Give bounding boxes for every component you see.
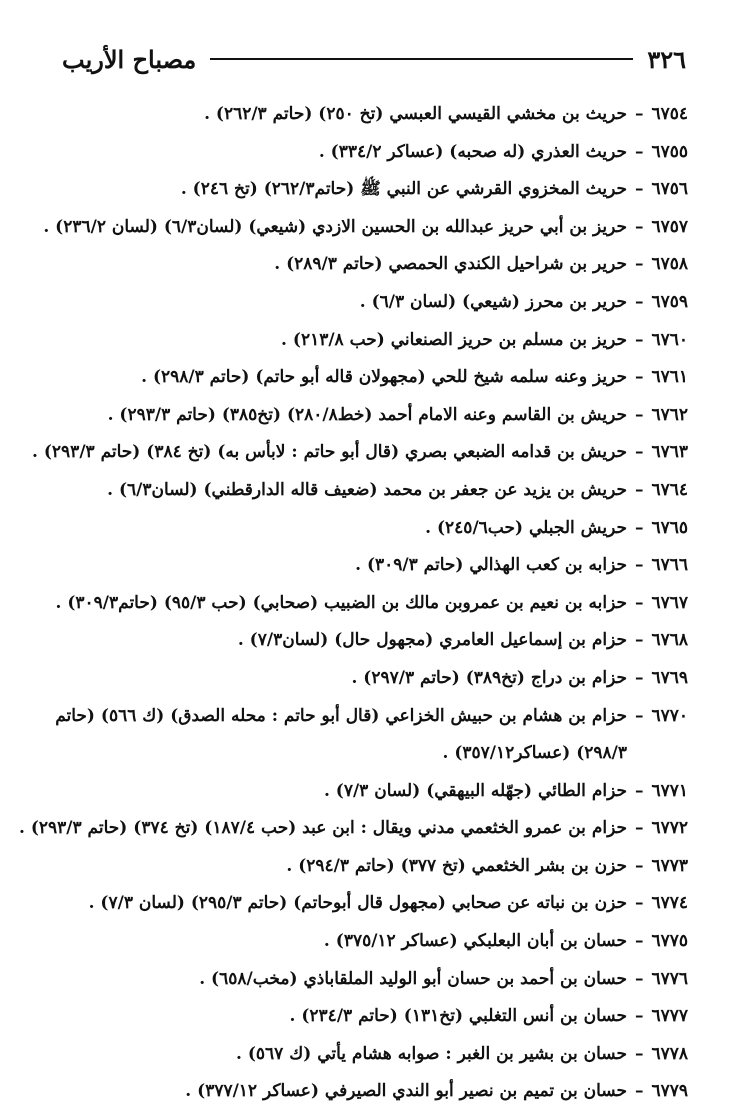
entry-text: حسان بن أحمد بن حسان أبو الوليد الملقاباذي (مخب/٦٥٨) . — [199, 968, 627, 989]
entry-dash: – — [634, 855, 644, 876]
entry-dash: – — [634, 1006, 644, 1027]
entry-row — [44, 397, 688, 435]
entry-row — [44, 547, 688, 585]
entry-number: ٦٧٦٨ — [651, 630, 688, 651]
entry-text: حرير بن محرز (شيعي) (لسان ٦/٣) . — [359, 291, 627, 312]
entry-dash: – — [634, 179, 644, 200]
entry-text: حسان بن تميم بن نصير أبو الندي الصيرفي (عساكر ٣٧٧/١٢) . — [185, 1081, 627, 1102]
entry-number: ٦٧٧٦ — [651, 968, 688, 989]
entry-number: ٦٧٧٩ — [651, 1081, 688, 1102]
entry-row — [44, 322, 688, 360]
entry-number: ٦٧٥٥ — [651, 141, 688, 162]
entry-row — [44, 134, 688, 172]
entry-text: حسان بن أنس التغلبي (تخ١٣١) (حاتم ٢٣٤/٣) . — [289, 1006, 627, 1027]
entry-dash: – — [634, 893, 644, 914]
entry-row — [44, 585, 688, 623]
entry-number: ٦٧٧١ — [651, 780, 688, 801]
entry-number: ٦٧٦٥ — [651, 517, 688, 538]
entry-number: ٦٧٦١ — [651, 367, 688, 388]
entry-row — [44, 171, 688, 209]
entry-text: حريش بن القاسم وعنه الامام أحمد (خط٢٨٠/٨) (تخ٣٨٥) (حاتم ٢٩٣/٣) . — [107, 404, 627, 425]
entry-row — [44, 622, 688, 660]
entry-number: ٦٧٦٦ — [651, 555, 688, 576]
entry-number: ٦٧٧٧ — [651, 1006, 688, 1027]
entry-dash: – — [634, 367, 644, 388]
entry-text: حزام بن هشام بن حبيش الخزاعي (قال أبو حاتم : محله الصدق) (ك ٥٦٦) (حاتم ٢٩٨/٣) (عساكر٣٥٧/١٢) . — [55, 705, 627, 764]
entry-row — [32, 434, 688, 472]
entry-text: حزام الطائي (جهّله البيهقي) (لسان ٧/٣) . — [323, 780, 627, 801]
entry-row — [44, 1036, 688, 1074]
entry-row — [44, 773, 688, 811]
entry-text: حرير بن شراحيل الكندي الحمصي (حاتم ٢٨٩/٣) . — [274, 254, 627, 275]
entry-row — [44, 96, 688, 134]
entry-row — [44, 1073, 688, 1111]
entry-dash: – — [634, 254, 644, 275]
entry-number: ٦٧٦٤ — [651, 479, 688, 500]
entry-list — [19, 96, 688, 1111]
entry-row — [44, 472, 688, 510]
entry-dash: – — [634, 517, 644, 538]
entry-number: ٦٧٧٨ — [651, 1043, 688, 1064]
entry-number: ٦٧٦٧ — [651, 592, 688, 613]
entry-number: ٦٧٥٦ — [651, 179, 688, 200]
entry-dash: – — [634, 667, 644, 688]
entry-row — [44, 359, 688, 397]
entry-dash: – — [634, 1043, 644, 1064]
entry-row — [44, 660, 688, 698]
entry-dash: – — [634, 630, 644, 651]
entry-row — [19, 810, 688, 848]
entry-number: ٦٧٥٨ — [651, 254, 688, 275]
entry-row — [44, 885, 688, 923]
entry-row — [44, 209, 688, 247]
entry-text: حسان بن بشير بن الغبر : صوابه هشام يأتي (ك ٥٦٧) . — [236, 1043, 627, 1064]
entry-number: ٦٧٧٣ — [651, 855, 688, 876]
entry-number: ٦٧٦٢ — [651, 404, 688, 425]
entry-text: حسان بن أبان البعلبكي (عساكر ٣٧٥/١٢) . — [323, 931, 627, 952]
entry-dash: – — [634, 931, 644, 952]
entry-text: حريش الجبلي (حب٢٤٥/٦) . — [425, 517, 627, 538]
entry-number: ٦٧٥٤ — [651, 104, 688, 124]
entry-row — [44, 246, 688, 284]
page-number: ٣٢٦ — [647, 44, 686, 74]
entry-row — [44, 998, 688, 1036]
entry-text: حزام بن دراج (تخ٣٨٩) (حاتم ٢٩٧/٣) . — [351, 667, 627, 688]
entry-text: حريث المخزوي القرشي عن النبي ﷺ (حاتم٢٦٢/٣) (تخ ٢٤٦) . — [180, 179, 627, 200]
entry-text: حريز بن مسلم بن حريز الصنعاني (حب ٢١٣/٨) . — [281, 329, 627, 350]
entry-row — [44, 848, 688, 886]
entry-number: ٦٧٧٤ — [651, 893, 688, 914]
entry-dash: – — [634, 291, 644, 312]
entry-number: ٦٧٧٠ — [651, 705, 688, 726]
book-title: مصباح الأريب — [62, 44, 197, 74]
entry-text: حريث العذري (له صحبه) (عساكر ٣٣٤/٢) . — [318, 141, 627, 162]
header-rule — [210, 58, 633, 60]
entry-dash: – — [634, 818, 644, 839]
entry-dash: – — [634, 592, 644, 613]
running-header — [62, 42, 686, 76]
entry-text: حزام بن عمرو الخثعمي مدني ويقال : ابن عبد (حب ١٨٧/٤) (تخ ٣٧٤) (حاتم ٢٩٣/٣) . — [19, 818, 627, 839]
entry-text: حريز وعنه سلمه شيخ للحي (مجهولان قاله أبو حاتم) (حاتم ٢٩٨/٣) . — [141, 367, 627, 388]
entry-number: ٦٧٦٣ — [651, 442, 688, 463]
entry-number: ٦٧٧٢ — [651, 818, 688, 839]
entry-text: حزام بن إسماعيل العامري (مجهول حال) (لسان٧/٣) . — [237, 630, 627, 651]
entry-number: ٦٧٦٠ — [651, 329, 688, 350]
entry-row — [44, 698, 688, 773]
entry-text: حريث بن مخشي القيسي العبسي (تخ ٢٥٠) (حاتم ٢٦٢/٣) . — [204, 104, 627, 124]
entry-text: حزابه بن كعب الهذالي (حاتم ٣٠٩/٣) . — [355, 555, 627, 576]
entry-dash: – — [634, 705, 644, 726]
entry-text: حريز بن أبي حريز عبدالله بن الحسين الازدي (شيعي) (لسان٦/٣) (لسان ٢٣٦/٢) . — [43, 216, 627, 237]
entry-text: حريش بن يزيد عن جعفر بن محمد (ضعيف قاله الدارقطني) (لسان٦/٣) . — [107, 479, 627, 500]
entry-dash: – — [634, 141, 644, 162]
entry-dash: – — [634, 780, 644, 801]
entry-dash: – — [634, 442, 644, 463]
entry-number: ٦٧٥٧ — [651, 216, 688, 237]
entry-text: حزن بن بشر الخثعمي (تخ ٣٧٧) (حاتم ٢٩٤/٣) . — [286, 855, 627, 876]
entry-text: حزن بن نباته عن صحابي (مجهول قال أبوحاتم) (حاتم ٢٩٥/٣) (لسان ٧/٣) . — [88, 893, 627, 914]
entry-dash: – — [634, 1081, 644, 1102]
entry-row — [44, 961, 688, 999]
entry-text: حريش بن قدامه الضبعي بصري (قال أبو حاتم : لابأس به) (تخ ٣٨٤) (حاتم ٢٩٣/٣) . — [32, 442, 627, 463]
entry-number: ٦٧٦٩ — [651, 667, 688, 688]
entry-dash: – — [634, 404, 644, 425]
entry-row — [44, 923, 688, 961]
entry-dash: – — [634, 479, 644, 500]
entry-row — [44, 284, 688, 322]
entry-text: حزابه بن نعيم بن عمروبن مالك بن الضبيب (صحابي) (حب ٩٥/٣) (حاتم٣٠٩/٣) . — [55, 592, 627, 613]
entry-dash: – — [634, 216, 644, 237]
entry-number: ٦٧٥٩ — [651, 291, 688, 312]
entry-dash: – — [634, 104, 644, 124]
entry-dash: – — [634, 329, 644, 350]
entry-number: ٦٧٧٥ — [651, 931, 688, 952]
entry-row — [44, 510, 688, 548]
entry-dash: – — [634, 968, 644, 989]
entry-dash: – — [634, 555, 644, 576]
